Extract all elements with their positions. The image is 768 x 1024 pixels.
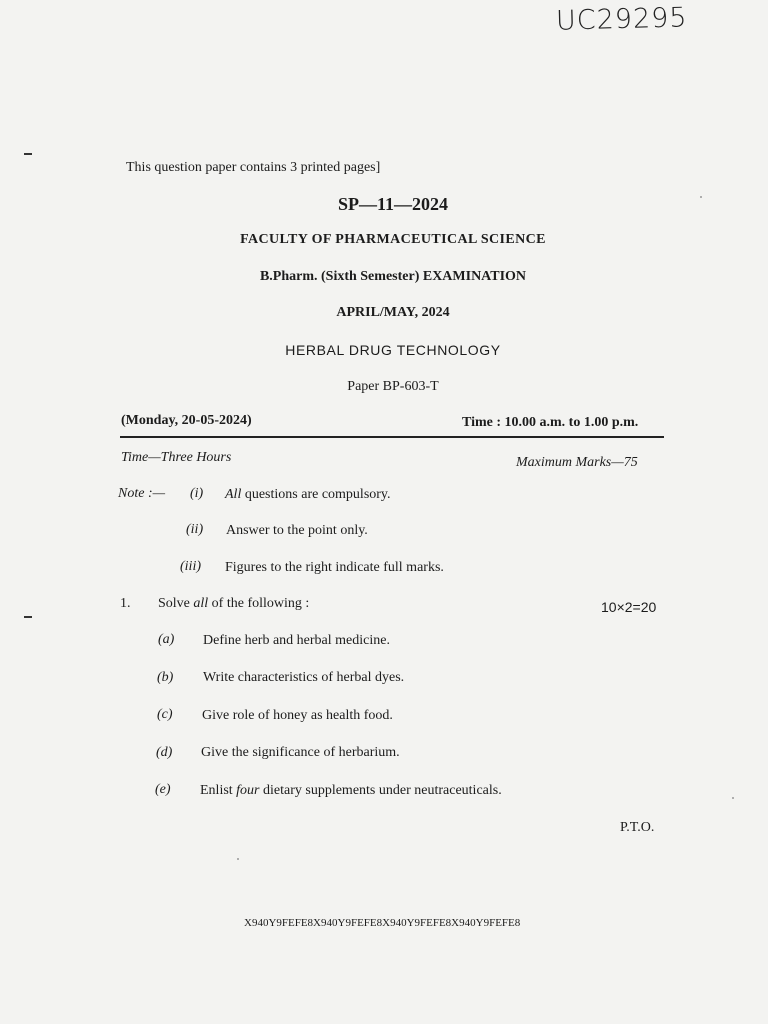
note-number: (ii)	[186, 522, 204, 537]
sub-question-label: (d)	[156, 745, 173, 760]
scan-speck	[700, 196, 702, 198]
pto-marker: P.T.O.	[620, 820, 655, 835]
question-number: 1.	[120, 596, 131, 611]
sub-question-label: (c)	[157, 707, 173, 722]
sub-question-text: Define herb and herbal medicine.	[203, 633, 390, 648]
exam-duration: Time—Three Hours	[121, 450, 232, 465]
question-prompt-end: of the following :	[208, 596, 310, 611]
faculty-name: FACULTY OF PHARMACEUTICAL SCIENCE	[240, 232, 546, 247]
note-emphasis: All	[225, 487, 242, 502]
maximum-marks: Maximum Marks—75	[516, 455, 638, 470]
question-prompt-emphasis: all	[193, 596, 209, 611]
question-prompt	[158, 596, 309, 612]
exam-title: B.Pharm. (Sixth Semester) EXAMINATION	[259, 269, 527, 284]
sub-question-emphasis: four	[236, 783, 260, 798]
note-text: Figures to the right indicate full marks.	[225, 560, 444, 575]
sub-question-label: (b)	[157, 670, 174, 685]
subject-title: HERBAL DRUG TECHNOLOGY	[285, 342, 501, 358]
question-marks: 10×2=20	[601, 599, 657, 615]
footer-code: X940Y9FEFE8X940Y9FEFE8X940Y9FEFE8X940Y9FEFE8	[244, 917, 521, 929]
exam-date: (Monday, 20-05-2024)	[121, 413, 252, 428]
sub-question-text: Write characteristics of herbal dyes.	[203, 670, 405, 685]
question-prompt-start: Solve	[158, 596, 194, 611]
scan-speck	[732, 797, 734, 799]
sub-question-text-start: Enlist	[200, 783, 237, 798]
sub-question-text: Give role of honey as health food.	[202, 708, 393, 723]
sub-question-label: (e)	[155, 782, 171, 797]
handwritten-reference-number: UC29295	[555, 2, 688, 37]
sub-question-text	[200, 783, 502, 799]
sub-question-text-end: dietary supplements under neutraceuticals.	[259, 783, 502, 798]
note-text-rest: questions are compulsory.	[241, 487, 391, 502]
page-count-line: This question paper contains 3 printed pages]	[126, 160, 381, 175]
exam-session: APRIL/MAY, 2024	[336, 305, 450, 320]
scan-mark	[24, 153, 32, 155]
exam-time: Time : 10.00 a.m. to 1.00 p.m.	[462, 415, 639, 430]
note-number: (i)	[190, 486, 204, 501]
note-number: (iii)	[180, 559, 201, 574]
scan-speck	[237, 858, 239, 860]
sub-question-label: (a)	[158, 632, 175, 647]
sub-question-text: Give the significance of herbarium.	[201, 745, 400, 760]
header-divider	[120, 436, 664, 438]
scan-mark	[24, 616, 32, 618]
note-text: Answer to the point only.	[226, 523, 368, 538]
note-text	[225, 487, 391, 503]
paper-code: SP—11—2024	[337, 194, 448, 214]
paper-number: Paper BP-603-T	[347, 379, 439, 394]
note-label: Note :—	[118, 486, 166, 501]
